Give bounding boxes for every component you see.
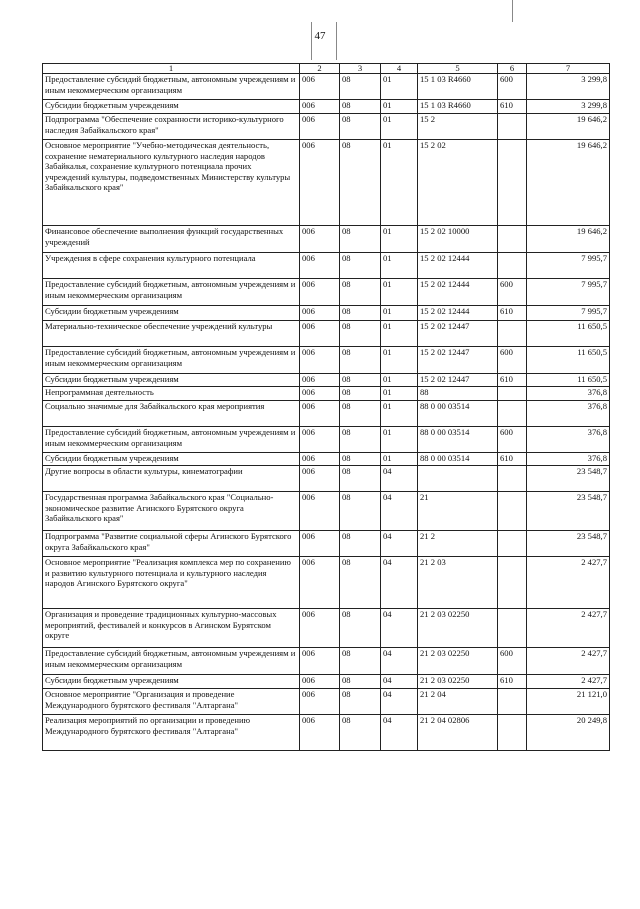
row-target: 15 1 03 R4660	[418, 74, 498, 100]
table-row	[43, 253, 610, 279]
row-ministry: 006	[300, 74, 340, 100]
row-name: Субсидии бюджетным учреждениям	[43, 374, 300, 387]
row-expense-type: 600	[498, 74, 527, 100]
row-ministry: 006	[300, 675, 340, 689]
header-col-4: 4	[381, 64, 418, 74]
row-amount: 7 995,7	[527, 253, 610, 279]
row-section: 08	[340, 401, 381, 427]
row-section: 08	[340, 675, 381, 689]
table-row	[43, 321, 610, 347]
row-expense-type	[498, 387, 527, 401]
row-name: Субсидии бюджетным учреждениям	[43, 675, 300, 689]
row-section: 08	[340, 531, 381, 557]
row-expense-type	[498, 226, 527, 253]
row-expense-type	[498, 689, 527, 715]
row-amount: 19 646,2	[527, 226, 610, 253]
table-row	[43, 715, 610, 751]
row-section: 08	[340, 114, 381, 140]
row-target: 21 2 03 02250	[418, 609, 498, 648]
row-amount: 3 299,8	[527, 100, 610, 114]
row-target: 15 2 02 12447	[418, 321, 498, 347]
row-name: Реализация мероприятий по организации и проведению Международного бурятского фестиваля "Алтаргана"	[43, 715, 300, 751]
row-section: 08	[340, 492, 381, 531]
row-expense-type: 610	[498, 374, 527, 387]
row-name: Подпрограмма "Обеспечение сохранности историко-культурного наследия Забайкальского края"	[43, 114, 300, 140]
row-subsection: 01	[381, 453, 418, 466]
row-subsection: 04	[381, 648, 418, 675]
row-expense-type	[498, 557, 527, 609]
header-col-7: 7	[527, 64, 610, 74]
header-col-5: 5	[418, 64, 498, 74]
row-amount: 376,8	[527, 401, 610, 427]
row-section: 08	[340, 387, 381, 401]
row-subsection: 04	[381, 492, 418, 531]
row-subsection: 01	[381, 347, 418, 374]
row-amount: 11 650,5	[527, 347, 610, 374]
row-section: 08	[340, 253, 381, 279]
row-expense-type: 600	[498, 347, 527, 374]
row-ministry: 006	[300, 374, 340, 387]
table-row	[43, 114, 610, 140]
row-ministry: 006	[300, 715, 340, 751]
row-subsection: 01	[381, 401, 418, 427]
row-name: Предоставление субсидий бюджетным, автономным учреждениям и иным некоммерческим организациям	[43, 648, 300, 675]
row-section: 08	[340, 453, 381, 466]
table-row	[43, 453, 610, 466]
scan-line	[512, 0, 513, 22]
row-expense-type	[498, 609, 527, 648]
scan-line	[311, 22, 312, 60]
row-subsection: 04	[381, 557, 418, 609]
row-section: 08	[340, 689, 381, 715]
row-target: 88 0 00 03514	[418, 401, 498, 427]
table-row	[43, 279, 610, 306]
row-subsection: 01	[381, 279, 418, 306]
scan-line	[336, 22, 337, 60]
row-name: Субсидии бюджетным учреждениям	[43, 100, 300, 114]
row-section: 08	[340, 374, 381, 387]
row-amount: 23 548,7	[527, 466, 610, 492]
row-name: Непрограммная деятельность	[43, 387, 300, 401]
row-target: 15 2 02 12444	[418, 279, 498, 306]
row-ministry: 006	[300, 306, 340, 321]
row-amount: 20 249,8	[527, 715, 610, 751]
row-expense-type: 610	[498, 306, 527, 321]
row-name: Организация и проведение традиционных культурно-массовых мероприятий, фестивалей и конкурсов в Агинском Бурятском округе	[43, 609, 300, 648]
row-name: Основное мероприятие "Учебно-методическая деятельность, сохранение нематериального культурного наследия народов Забайкалья, сохранение культурного потенциала прочих учреждений культуры, подведомственных Министерству культуры Забайкальского края"	[43, 140, 300, 226]
table-row	[43, 374, 610, 387]
row-section: 08	[340, 74, 381, 100]
table-row	[43, 492, 610, 531]
row-expense-type	[498, 466, 527, 492]
row-amount: 2 427,7	[527, 675, 610, 689]
row-subsection: 01	[381, 100, 418, 114]
row-name: Материально-техническое обеспечение учреждений культуры	[43, 321, 300, 347]
row-subsection: 01	[381, 374, 418, 387]
row-expense-type: 600	[498, 427, 527, 453]
row-subsection: 01	[381, 427, 418, 453]
row-ministry: 006	[300, 427, 340, 453]
row-target: 15 2	[418, 114, 498, 140]
row-name: Финансовое обеспечение выполнения функций государственных учреждений	[43, 226, 300, 253]
row-target: 88 0 00 03514	[418, 427, 498, 453]
row-name: Подпрограмма "Развитие социальной сферы Агинского Бурятского округа Забайкальского края"	[43, 531, 300, 557]
row-ministry: 006	[300, 321, 340, 347]
row-amount: 2 427,7	[527, 648, 610, 675]
row-section: 08	[340, 347, 381, 374]
row-expense-type	[498, 140, 527, 226]
row-expense-type: 610	[498, 675, 527, 689]
row-expense-type	[498, 253, 527, 279]
row-ministry: 006	[300, 100, 340, 114]
row-ministry: 006	[300, 253, 340, 279]
row-amount: 23 548,7	[527, 531, 610, 557]
row-subsection: 01	[381, 253, 418, 279]
row-amount: 376,8	[527, 453, 610, 466]
row-ministry: 006	[300, 453, 340, 466]
row-section: 08	[340, 609, 381, 648]
table-row	[43, 557, 610, 609]
header-col-6: 6	[498, 64, 527, 74]
row-subsection: 01	[381, 321, 418, 347]
row-ministry: 006	[300, 387, 340, 401]
table-row	[43, 466, 610, 492]
row-name: Предоставление субсидий бюджетным, автономным учреждениям и иным некоммерческим организациям	[43, 279, 300, 306]
row-ministry: 006	[300, 531, 340, 557]
row-name: Государственная программа Забайкальского края "Социально-экономическое развитие Агинского Бурятского округа Забайкальского края"	[43, 492, 300, 531]
row-name: Субсидии бюджетным учреждениям	[43, 453, 300, 466]
row-target	[418, 466, 498, 492]
header-row	[43, 64, 610, 74]
row-amount: 21 121,0	[527, 689, 610, 715]
row-target: 21 2 03	[418, 557, 498, 609]
row-ministry: 006	[300, 279, 340, 306]
row-amount: 376,8	[527, 387, 610, 401]
row-ministry: 006	[300, 401, 340, 427]
row-ministry: 006	[300, 466, 340, 492]
table-row	[43, 675, 610, 689]
row-subsection: 04	[381, 675, 418, 689]
table-row	[43, 401, 610, 427]
row-name: Предоставление субсидий бюджетным, автономным учреждениям и иным некоммерческим организациям	[43, 74, 300, 100]
row-section: 08	[340, 321, 381, 347]
row-amount: 2 427,7	[527, 557, 610, 609]
row-expense-type	[498, 715, 527, 751]
row-ministry: 006	[300, 114, 340, 140]
header-col-2: 2	[300, 64, 340, 74]
row-target: 21 2 03 02250	[418, 648, 498, 675]
table-row	[43, 609, 610, 648]
row-section: 08	[340, 557, 381, 609]
row-subsection: 01	[381, 306, 418, 321]
row-name: Другие вопросы в области культуры, кинематографии	[43, 466, 300, 492]
row-amount: 7 995,7	[527, 306, 610, 321]
row-section: 08	[340, 279, 381, 306]
budget-table	[42, 63, 610, 751]
table-row	[43, 100, 610, 114]
table-row	[43, 347, 610, 374]
page-number: 47	[314, 30, 326, 42]
row-subsection: 04	[381, 609, 418, 648]
row-subsection: 04	[381, 689, 418, 715]
row-section: 08	[340, 140, 381, 226]
row-ministry: 006	[300, 689, 340, 715]
row-target: 21 2 04 02806	[418, 715, 498, 751]
row-amount: 19 646,2	[527, 114, 610, 140]
table-row	[43, 226, 610, 253]
row-target: 15 2 02 10000	[418, 226, 498, 253]
row-ministry: 006	[300, 226, 340, 253]
row-expense-type: 600	[498, 648, 527, 675]
row-name: Предоставление субсидий бюджетным, автономным учреждениям и иным некоммерческим организациям	[43, 347, 300, 374]
row-expense-type	[498, 401, 527, 427]
row-amount: 11 650,5	[527, 321, 610, 347]
row-section: 08	[340, 466, 381, 492]
row-ministry: 006	[300, 557, 340, 609]
row-subsection: 01	[381, 74, 418, 100]
row-amount: 19 646,2	[527, 140, 610, 226]
row-subsection: 01	[381, 387, 418, 401]
row-target: 15 2 02	[418, 140, 498, 226]
row-ministry: 006	[300, 609, 340, 648]
row-section: 08	[340, 100, 381, 114]
row-section: 08	[340, 226, 381, 253]
row-ministry: 006	[300, 648, 340, 675]
row-section: 08	[340, 715, 381, 751]
row-section: 08	[340, 427, 381, 453]
row-name: Социально значимые для Забайкальского края мероприятия	[43, 401, 300, 427]
row-amount: 376,8	[527, 427, 610, 453]
row-target: 21 2 03 02250	[418, 675, 498, 689]
row-target: 15 1 03 R4660	[418, 100, 498, 114]
table-row	[43, 74, 610, 100]
row-amount: 7 995,7	[527, 279, 610, 306]
table-row	[43, 648, 610, 675]
row-expense-type	[498, 531, 527, 557]
row-subsection: 04	[381, 531, 418, 557]
row-subsection: 01	[381, 226, 418, 253]
table-row	[43, 140, 610, 226]
row-target: 21 2	[418, 531, 498, 557]
row-expense-type: 610	[498, 453, 527, 466]
row-amount: 3 299,8	[527, 74, 610, 100]
row-expense-type: 600	[498, 279, 527, 306]
row-name: Субсидии бюджетным учреждениям	[43, 306, 300, 321]
row-subsection: 01	[381, 140, 418, 226]
row-section: 08	[340, 306, 381, 321]
row-expense-type	[498, 114, 527, 140]
row-expense-type	[498, 492, 527, 531]
row-target: 88 0 00 03514	[418, 453, 498, 466]
row-target: 21	[418, 492, 498, 531]
row-target: 21 2 04	[418, 689, 498, 715]
row-target: 15 2 02 12444	[418, 253, 498, 279]
row-amount: 23 548,7	[527, 492, 610, 531]
table-row	[43, 306, 610, 321]
row-ministry: 006	[300, 140, 340, 226]
header-col-1: 1	[43, 64, 300, 74]
row-target: 15 2 02 12447	[418, 374, 498, 387]
table-row	[43, 689, 610, 715]
row-section: 08	[340, 648, 381, 675]
row-name: Основное мероприятие "Организация и проведение Международного бурятского фестиваля "Алтаргана"	[43, 689, 300, 715]
table-row	[43, 387, 610, 401]
table-row	[43, 531, 610, 557]
row-subsection: 01	[381, 114, 418, 140]
row-subsection: 04	[381, 466, 418, 492]
row-ministry: 006	[300, 347, 340, 374]
table-body	[43, 74, 610, 751]
table-row	[43, 427, 610, 453]
row-subsection: 04	[381, 715, 418, 751]
row-amount: 2 427,7	[527, 609, 610, 648]
row-name: Основное мероприятие "Реализация комплекса мер по сохранению и развитию культурного потенциала и культурного наследия народов Агинского Бурятского округа"	[43, 557, 300, 609]
row-amount: 11 650,5	[527, 374, 610, 387]
row-name: Учреждения в сфере сохранения культурного потенциала	[43, 253, 300, 279]
row-name: Предоставление субсидий бюджетным, автономным учреждениям и иным некоммерческим организациям	[43, 427, 300, 453]
row-target: 88	[418, 387, 498, 401]
row-ministry: 006	[300, 492, 340, 531]
row-target: 15 2 02 12447	[418, 347, 498, 374]
row-target: 15 2 02 12444	[418, 306, 498, 321]
header-col-3: 3	[340, 64, 381, 74]
row-expense-type: 610	[498, 100, 527, 114]
row-expense-type	[498, 321, 527, 347]
